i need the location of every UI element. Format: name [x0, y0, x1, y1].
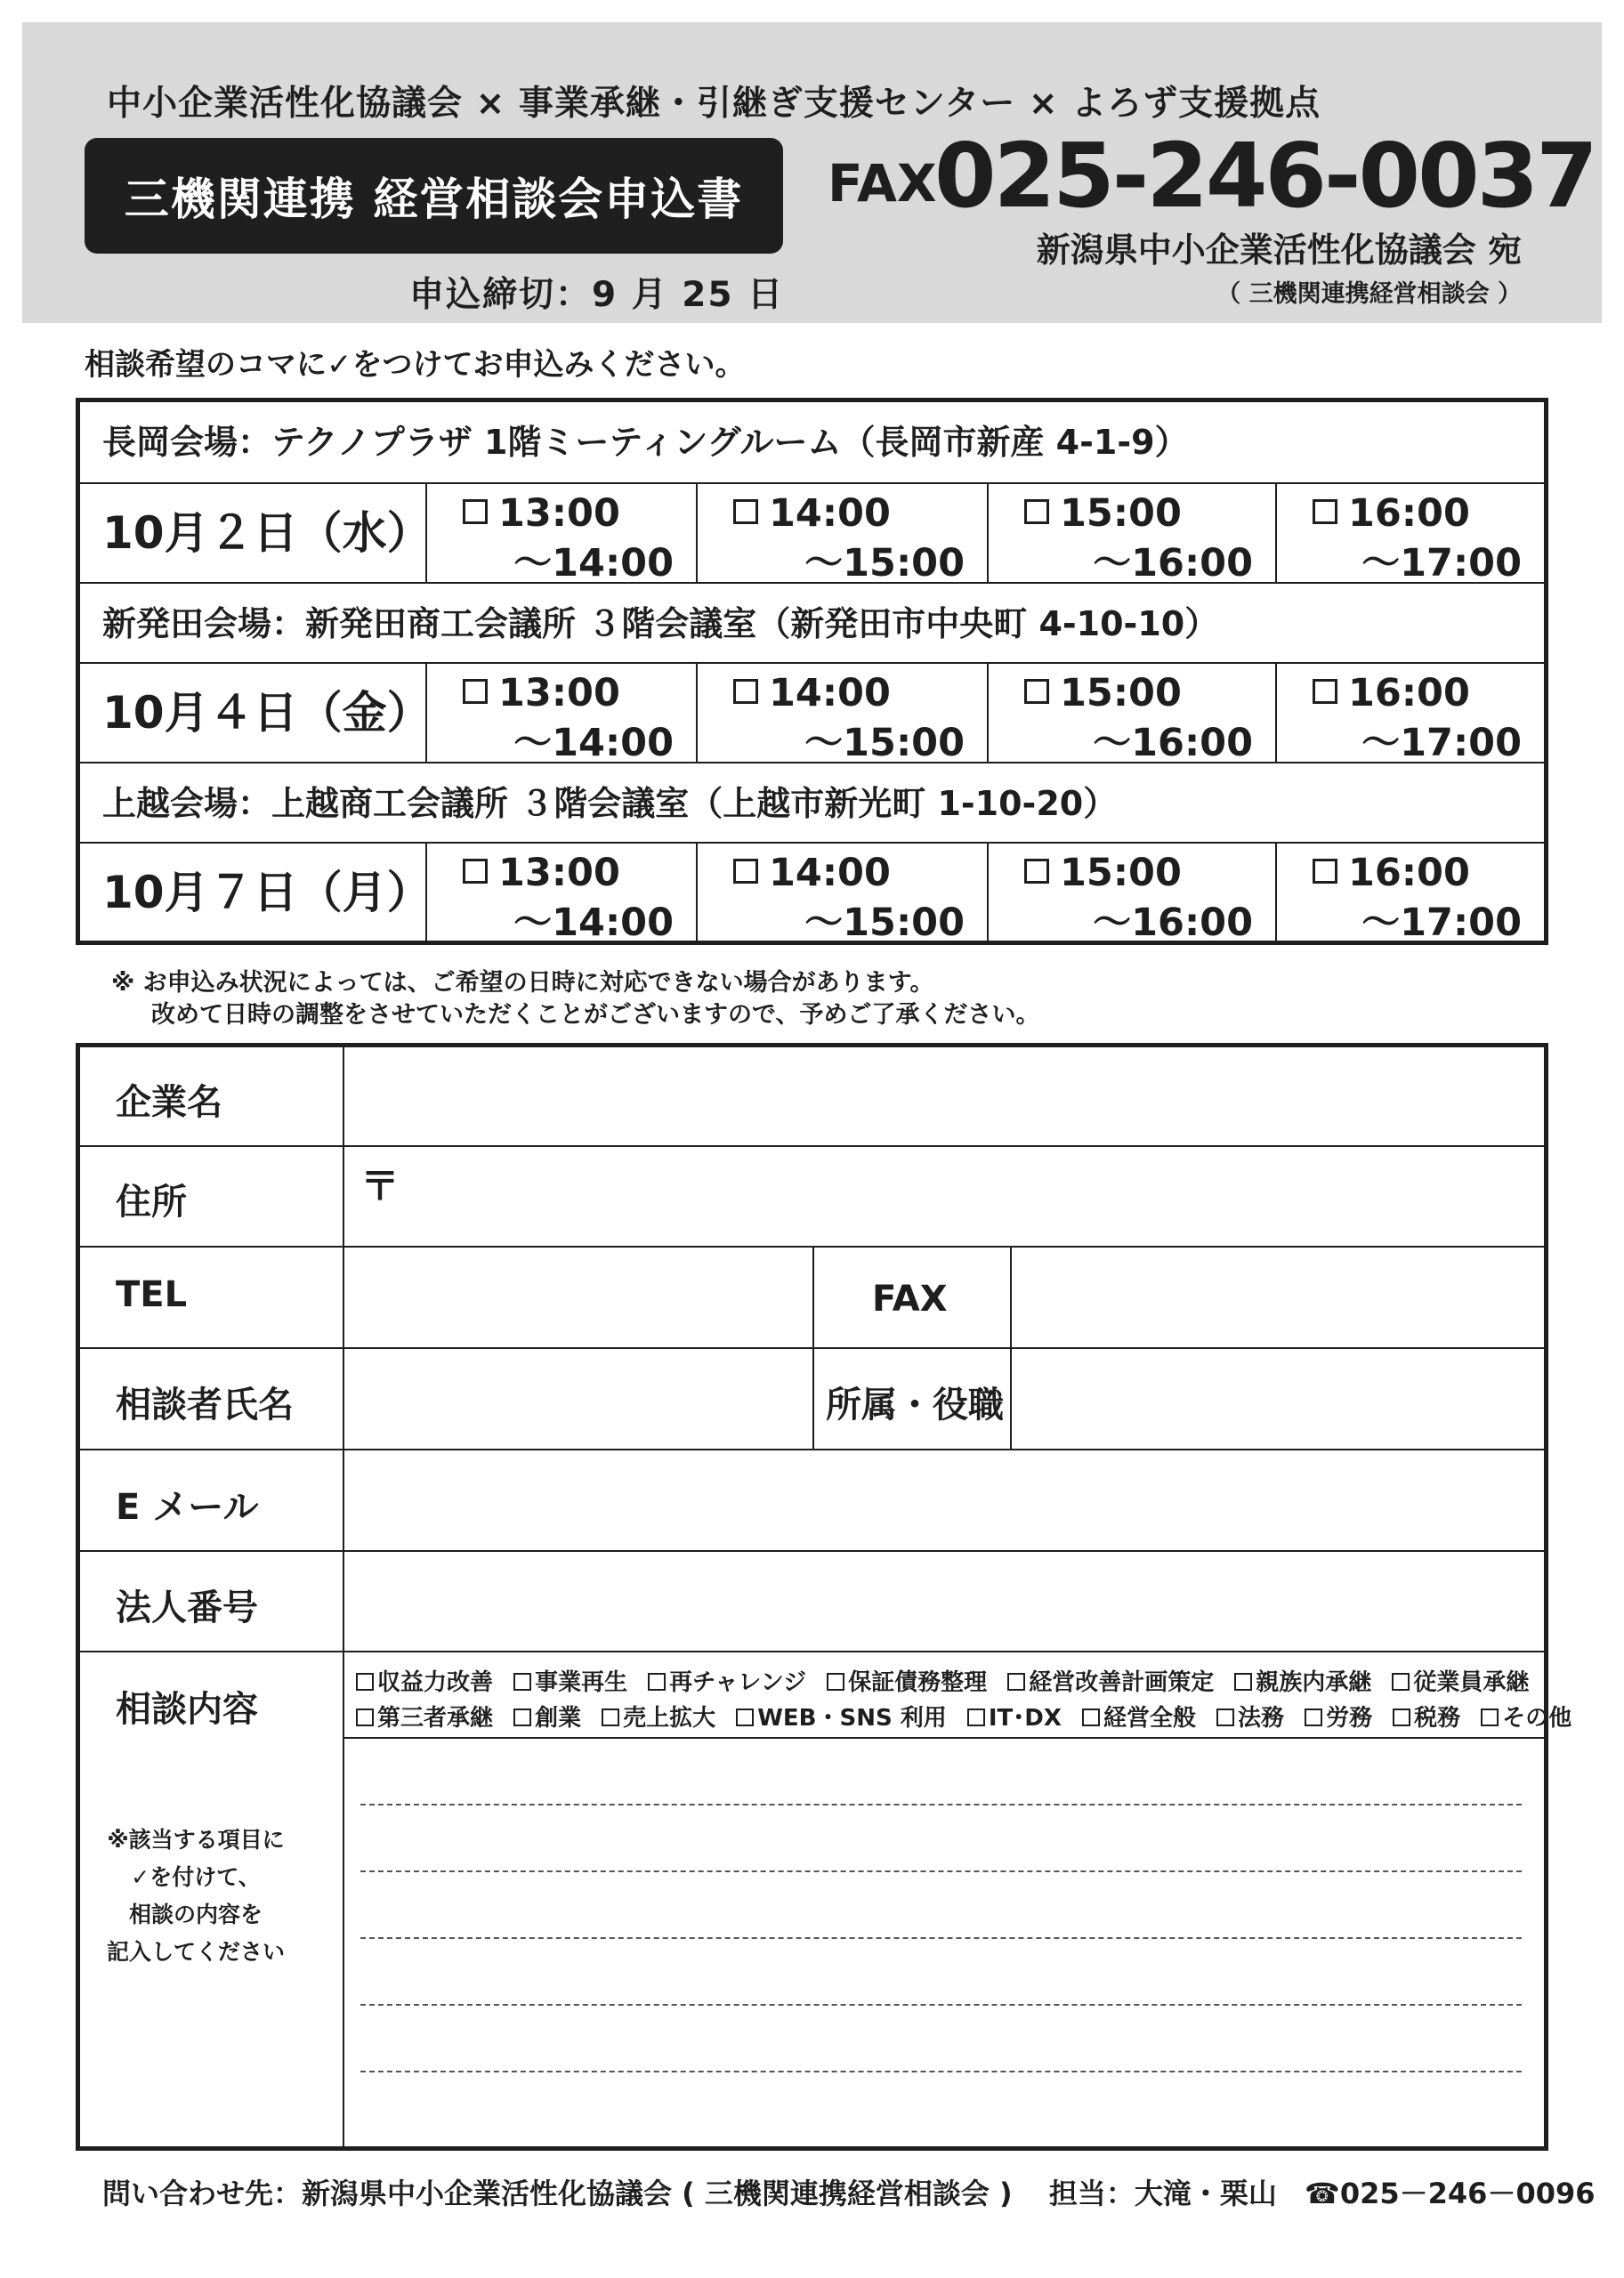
checkbox-icon[interactable]	[1216, 1708, 1234, 1726]
company-field[interactable]	[344, 1047, 1544, 1145]
position-field[interactable]	[1012, 1349, 1544, 1447]
name-label: 相談者氏名	[116, 1385, 294, 1426]
option-checkbox[interactable]: 税務	[1393, 1705, 1460, 1732]
email-label: E メール	[116, 1487, 259, 1528]
slot-checkbox[interactable]: 15:00 ～16:00	[987, 844, 1275, 941]
checkbox-icon[interactable]	[1007, 1673, 1025, 1691]
option-checkbox[interactable]: 法務	[1216, 1705, 1284, 1732]
checkbox-icon[interactable]	[1313, 499, 1337, 524]
checkbox-icon[interactable]	[1234, 1673, 1252, 1691]
corp-number-label: 法人番号	[116, 1587, 258, 1628]
checkbox-icon[interactable]	[356, 1708, 374, 1726]
option-checkbox[interactable]: 労務	[1305, 1705, 1372, 1732]
recipient: 新潟県中小企業活性化協議会 宛	[1036, 230, 1522, 270]
option-checkbox[interactable]: 親族内承継	[1234, 1669, 1371, 1696]
session-date: 10月７日（月）	[102, 867, 432, 918]
application-form	[76, 1043, 1572, 2151]
option-checkbox[interactable]: 収益力改善	[356, 1669, 493, 1696]
address-field[interactable]	[344, 1147, 1544, 1245]
footer-phone: ☎025－246－0096	[1304, 2177, 1596, 2210]
checkbox-icon[interactable]	[733, 499, 758, 524]
page-title: 三機関連携 経営相談会申込書	[85, 138, 783, 254]
fax-label: FAX	[828, 153, 937, 214]
tel-field[interactable]	[344, 1248, 811, 1345]
consult-options-row1	[356, 1664, 1541, 1697]
corp-number-field[interactable]	[344, 1552, 1544, 1650]
venue-shibata: 新発田会場：新発田商工会議所 ３階会議室（新発田市中央町 4-10-10）	[80, 582, 1544, 662]
slot-checkbox[interactable]: 14:00 ～15:00	[696, 664, 987, 762]
checkbox-icon[interactable]	[648, 1673, 666, 1691]
venue-nagaoka: 長岡会場：テクノプラザ 1階ミーティングルーム（長岡市新産 4-1-9）	[102, 423, 1189, 462]
writing-line	[360, 1804, 1522, 1805]
checkbox-icon[interactable]	[1305, 1708, 1322, 1726]
checkbox-icon[interactable]	[1392, 1673, 1410, 1691]
option-checkbox[interactable]: 創業	[513, 1705, 581, 1732]
checkbox-icon[interactable]	[827, 1673, 844, 1691]
writing-line	[360, 2004, 1522, 2006]
checkbox-icon[interactable]	[1024, 859, 1049, 884]
slot-checkbox[interactable]: 14:00 ～15:00	[696, 484, 987, 582]
address-label: 住所	[116, 1182, 187, 1223]
row-divider	[80, 1651, 1544, 1652]
checkbox-icon[interactable]	[356, 1673, 374, 1691]
checkbox-icon[interactable]	[736, 1708, 754, 1726]
session-row-shibata	[80, 662, 1544, 765]
session-date: 10月４日（金）	[102, 687, 432, 739]
venue-joetsu: 上越会場：上越商工会議所 ３階会議室（上越市新光町 1-10-20）	[80, 762, 1544, 842]
option-checkbox[interactable]: 保証債務整理	[827, 1669, 987, 1696]
option-checkbox[interactable]: 第三者承継	[356, 1705, 493, 1732]
option-checkbox[interactable]: その他	[1481, 1705, 1571, 1732]
option-checkbox[interactable]: 経営改善計画策定	[1007, 1669, 1214, 1696]
instruction: 相談希望のコマに✓をつけてお申込みください。	[85, 347, 746, 383]
checkbox-icon[interactable]	[1313, 859, 1337, 884]
footer-contact: 問い合わせ先：新潟県中小企業活性化協議会 ( 三機関連携経営相談会 ) 担当：大滝・栗山 ☎025－246－0096	[102, 2177, 1596, 2210]
consult-detail-field[interactable]	[344, 1739, 1544, 2146]
session-row-nagaoka	[80, 482, 1544, 586]
slot-checkbox[interactable]: 15:00 ～16:00	[987, 664, 1275, 762]
option-checkbox[interactable]: 再チャレンジ	[648, 1669, 806, 1696]
schedule-table	[76, 398, 1548, 945]
session-date: 10月２日（水）	[102, 507, 432, 559]
option-checkbox[interactable]: 従業員承継	[1392, 1669, 1529, 1696]
checkbox-icon[interactable]	[1481, 1708, 1499, 1726]
checkbox-icon[interactable]	[513, 1673, 531, 1691]
session-row-joetsu	[80, 842, 1544, 945]
note-line: ※ お申込み状況によっては、ご希望の日時に対応できない場合があります。	[111, 969, 934, 997]
checkbox-icon[interactable]	[1393, 1708, 1410, 1726]
checkbox-icon[interactable]	[602, 1708, 619, 1726]
option-checkbox[interactable]: 経営全般	[1082, 1705, 1196, 1732]
email-field[interactable]	[344, 1450, 1544, 1548]
option-checkbox[interactable]: IT･DX	[967, 1705, 1062, 1732]
slot-checkbox[interactable]: 13:00 ～14:00	[425, 664, 696, 762]
position-label: 所属・役職	[826, 1385, 1004, 1426]
slot-checkbox[interactable]: 13:00 ～14:00	[425, 484, 696, 582]
writing-line	[360, 2071, 1522, 2072]
tel-label: TEL	[116, 1274, 188, 1315]
mid-divider	[812, 1246, 814, 1449]
company-label: 企業名	[116, 1082, 222, 1123]
checkbox-icon[interactable]	[733, 679, 758, 704]
checkbox-icon[interactable]	[1313, 679, 1337, 704]
header-subtitle: 中小企業活性化協議会 × 事業承継・引継ぎ支援センター × よろず支援拠点	[107, 84, 1321, 124]
footer-staff: 担当：大滝・栗山	[1048, 2177, 1277, 2210]
consult-options-row2	[356, 1700, 1584, 1733]
recipient-sub: （ 三機関連携経営相談会 ）	[1216, 280, 1522, 308]
consult-label: 相談内容	[116, 1689, 258, 1730]
checkbox-icon[interactable]	[1024, 499, 1049, 524]
slot-checkbox[interactable]: 14:00 ～15:00	[696, 844, 987, 941]
deadline: 申込締切：9 月 25 日	[409, 275, 785, 315]
slot-checkbox[interactable]: 13:00 ～14:00	[425, 844, 696, 941]
checkbox-icon[interactable]	[463, 679, 488, 704]
slot-checkbox[interactable]: 16:00 ～17:00	[1275, 844, 1544, 941]
checkbox-icon[interactable]	[463, 859, 488, 884]
note-line: 改めて日時の調整をさせていただくことがございますので、予めご了承ください。	[151, 1001, 1040, 1029]
checkbox-icon[interactable]	[1082, 1708, 1100, 1726]
fax-field[interactable]	[1012, 1248, 1544, 1345]
postal-mark: 〒	[360, 1164, 400, 1209]
option-checkbox[interactable]: WEB・SNS 利用	[736, 1705, 947, 1732]
checkbox-icon[interactable]	[513, 1708, 531, 1726]
slot-checkbox[interactable]: 15:00 ～16:00	[987, 484, 1275, 582]
slot-checkbox[interactable]: 16:00 ～17:00	[1275, 664, 1544, 762]
slot-checkbox[interactable]: 16:00 ～17:00	[1275, 484, 1544, 582]
option-checkbox[interactable]: 売上拡大	[602, 1705, 715, 1732]
option-checkbox[interactable]: 事業再生	[513, 1669, 627, 1696]
checkbox-icon[interactable]	[1024, 679, 1049, 704]
consult-note: ※該当する項目に ✓を付けて、 相談の内容を 記入してください	[106, 1827, 285, 1965]
checkbox-icon[interactable]	[967, 1708, 985, 1726]
checkbox-icon[interactable]	[733, 859, 758, 884]
writing-line	[360, 1870, 1522, 1872]
writing-line	[360, 1937, 1522, 1939]
checkbox-icon[interactable]	[463, 499, 488, 524]
fax-number: 025-246-0037	[934, 124, 1596, 228]
name-field[interactable]	[344, 1349, 811, 1447]
fax-field-label: FAX	[872, 1279, 948, 1320]
